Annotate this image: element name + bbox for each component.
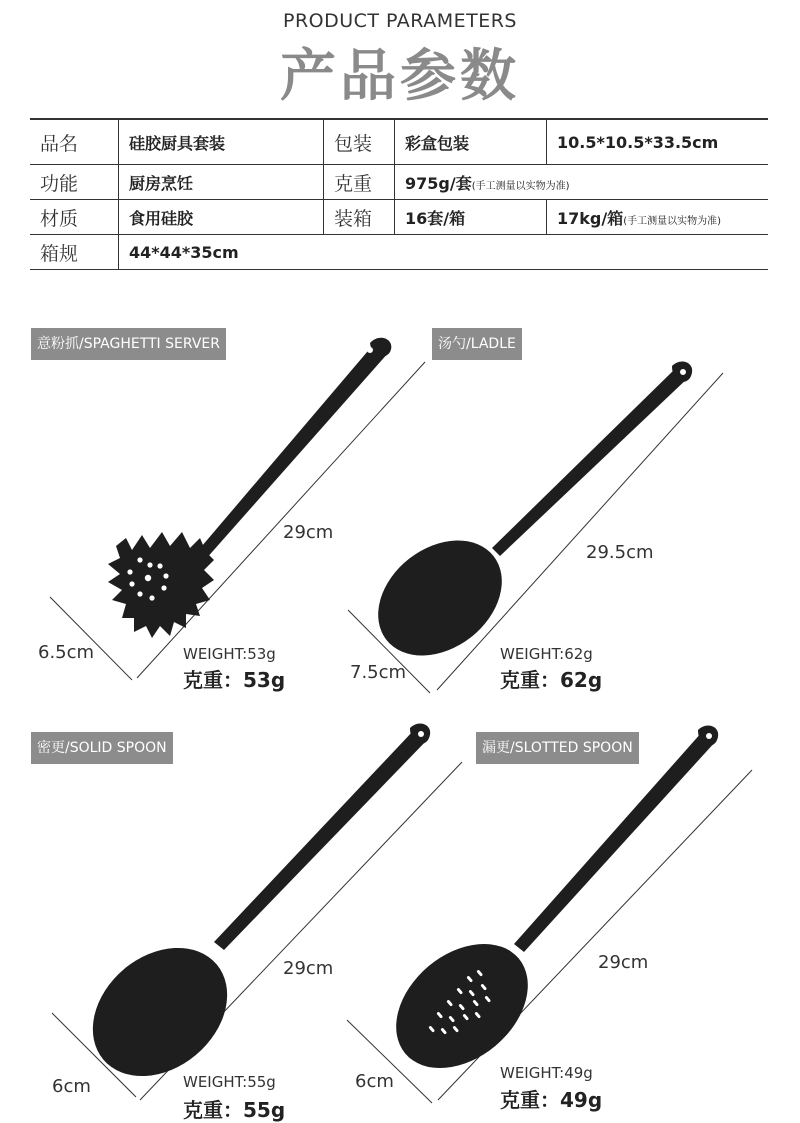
width-label: 7.5cm <box>350 662 407 683</box>
weight-label-zh: 克重：55g <box>183 1098 286 1122</box>
length-label: 29cm <box>283 522 334 543</box>
weight-label-zh: 克重：49g <box>500 1088 603 1112</box>
width-label: 6cm <box>52 1076 91 1097</box>
weight-label-en: WEIGHT:62g <box>500 645 593 663</box>
table-cell: 包装 <box>324 119 395 165</box>
page-title-zh: 产品参数 <box>280 44 520 109</box>
length-label: 29cm <box>283 958 334 979</box>
table-cell: 功能 <box>30 165 119 200</box>
page-title-en: PRODUCT PARAMETERS <box>282 10 517 32</box>
table-cell: 厨房烹饪 <box>119 165 324 200</box>
cell-value: 975g/套 <box>405 173 472 193</box>
slotted-spoon-icon <box>372 726 718 1094</box>
width-label: 6.5cm <box>38 642 95 663</box>
length-label: 29.5cm <box>586 542 654 563</box>
table-cell: 箱规 <box>30 235 119 270</box>
product-tag-ladle: 汤勺/LADLE <box>432 328 522 360</box>
product-tag-slotted-spoon: 漏更/SLOTTED SPOON <box>476 732 639 764</box>
weight-label-en: WEIGHT:53g <box>183 645 276 663</box>
weight-label-en: WEIGHT:55g <box>183 1073 276 1091</box>
cell-note: (手工测量以实物为准) <box>623 215 722 227</box>
spaghetti-server-icon <box>108 338 391 638</box>
cell-note: (手工测量以实物为准) <box>471 180 570 192</box>
product-tag-spaghetti-server: 意粉抓/SPAGHETTI SERVER <box>31 328 226 360</box>
weight-label-en: WEIGHT:49g <box>500 1064 593 1082</box>
ladle-icon <box>356 362 693 680</box>
weight-label-zh: 克重：53g <box>183 668 286 692</box>
table-cell: 16套/箱 <box>395 200 547 235</box>
dimension-line <box>437 373 723 690</box>
table-cell: 克重 <box>324 165 395 200</box>
table-cell: 10.5*10.5*33.5cm <box>547 119 769 165</box>
table-cell: 硅胶厨具套装 <box>119 119 324 165</box>
table-cell: 装箱 <box>324 200 395 235</box>
table-cell: 44*44*35cm <box>119 235 769 270</box>
length-label: 29cm <box>598 952 649 973</box>
table-cell: 材质 <box>30 200 119 235</box>
table-cell: 彩盒包装 <box>395 119 547 165</box>
width-label: 6cm <box>355 1071 394 1092</box>
weight-label-zh: 克重：62g <box>500 668 603 692</box>
solid-spoon-icon <box>67 724 430 1103</box>
dimension-line <box>50 597 132 680</box>
table-cell: 食用硅胶 <box>119 200 324 235</box>
table-cell: 品名 <box>30 119 119 165</box>
product-tag-solid-spoon: 密更/SOLID SPOON <box>31 732 173 764</box>
cell-value: 17kg/箱 <box>557 208 624 228</box>
